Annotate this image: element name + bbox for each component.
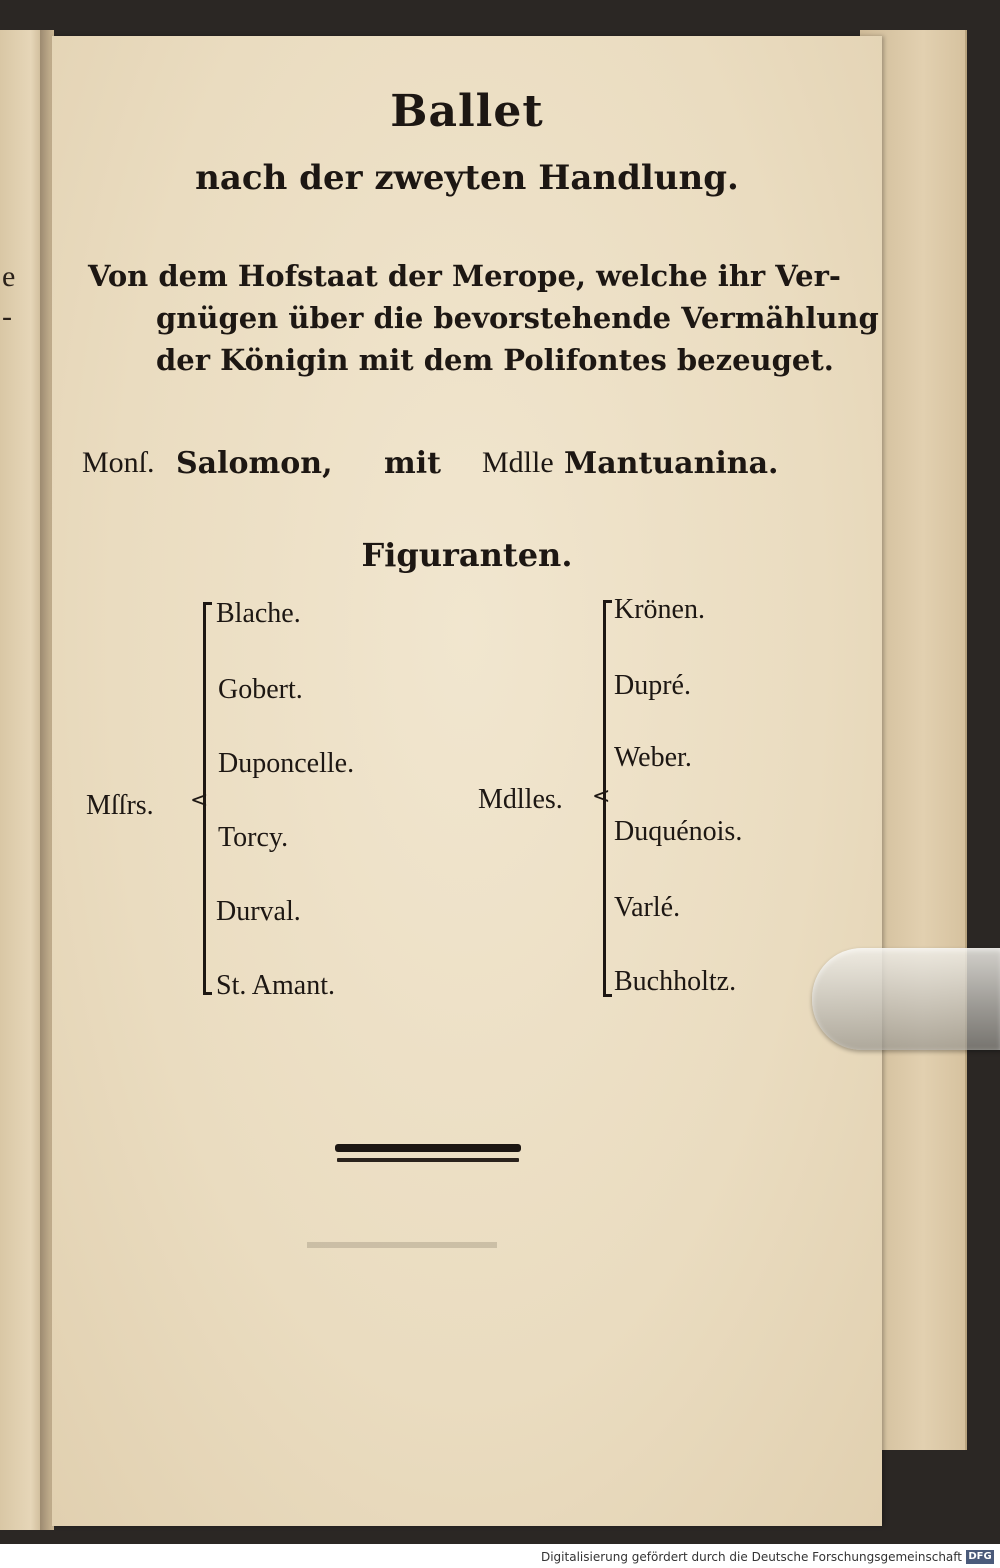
page-subtitle: nach der zweyten Handlung.	[195, 158, 739, 198]
page-title: Ballet	[390, 86, 544, 137]
soloist-name-female: Mantuanina.	[564, 446, 779, 481]
men-name: Torcy.	[218, 822, 289, 853]
men-brace-top	[203, 602, 212, 605]
footer-credit: Digitalisierung gefördert durch die Deutsche Forschungsgemeinschaft	[540, 1550, 962, 1564]
show-through-rule	[307, 1242, 497, 1248]
previous-page-fragment: e	[2, 260, 16, 293]
soloist-name-male: Salomon,	[176, 446, 333, 481]
women-brace-top	[603, 600, 612, 603]
soloist-title-male: Monſ.	[82, 446, 155, 479]
women-group-label: Mdlles.	[478, 784, 563, 815]
previous-page-fragment: -	[2, 300, 12, 333]
men-group-label: Mſſrs.	[86, 790, 154, 821]
women-name: Duquénois.	[614, 816, 743, 847]
men-brace-bottom	[203, 992, 212, 995]
footer-bar	[0, 1544, 1000, 1568]
description-line: Von dem Hofstaat der Merope, welche ihr Ver-	[88, 259, 841, 293]
women-name: Buchholtz.	[614, 966, 737, 997]
description-line: der Königin mit dem Polifontes bezeuget.	[156, 343, 834, 377]
men-name: Blache.	[216, 598, 301, 629]
women-brace-bottom	[603, 994, 612, 997]
description-line: gnügen über die bevorstehende Vermählung	[156, 301, 879, 335]
men-name: St. Amant.	[216, 970, 336, 1001]
women-name: Weber.	[614, 742, 692, 773]
women-name: Varlé.	[614, 892, 681, 923]
ornamental-rule	[335, 1144, 521, 1152]
women-name: Krönen.	[614, 594, 705, 625]
women-brace-point: <	[592, 784, 611, 809]
women-name: Dupré.	[614, 670, 691, 701]
previous-page-edge	[0, 30, 44, 1530]
dfg-logo-icon: DFG	[966, 1550, 994, 1564]
glass-page-clip	[812, 948, 1000, 1050]
soloist-title-female: Mdlle	[482, 446, 554, 479]
men-name: Durval.	[216, 896, 301, 927]
men-name: Duponcelle.	[218, 748, 355, 779]
soloists-line	[82, 446, 782, 496]
soloist-connector: mit	[384, 446, 441, 481]
figuranten-heading: Figuranten.	[361, 536, 573, 574]
men-name: Gobert.	[218, 674, 303, 705]
men-brace-point: <	[190, 788, 209, 813]
book-page	[52, 36, 882, 1526]
